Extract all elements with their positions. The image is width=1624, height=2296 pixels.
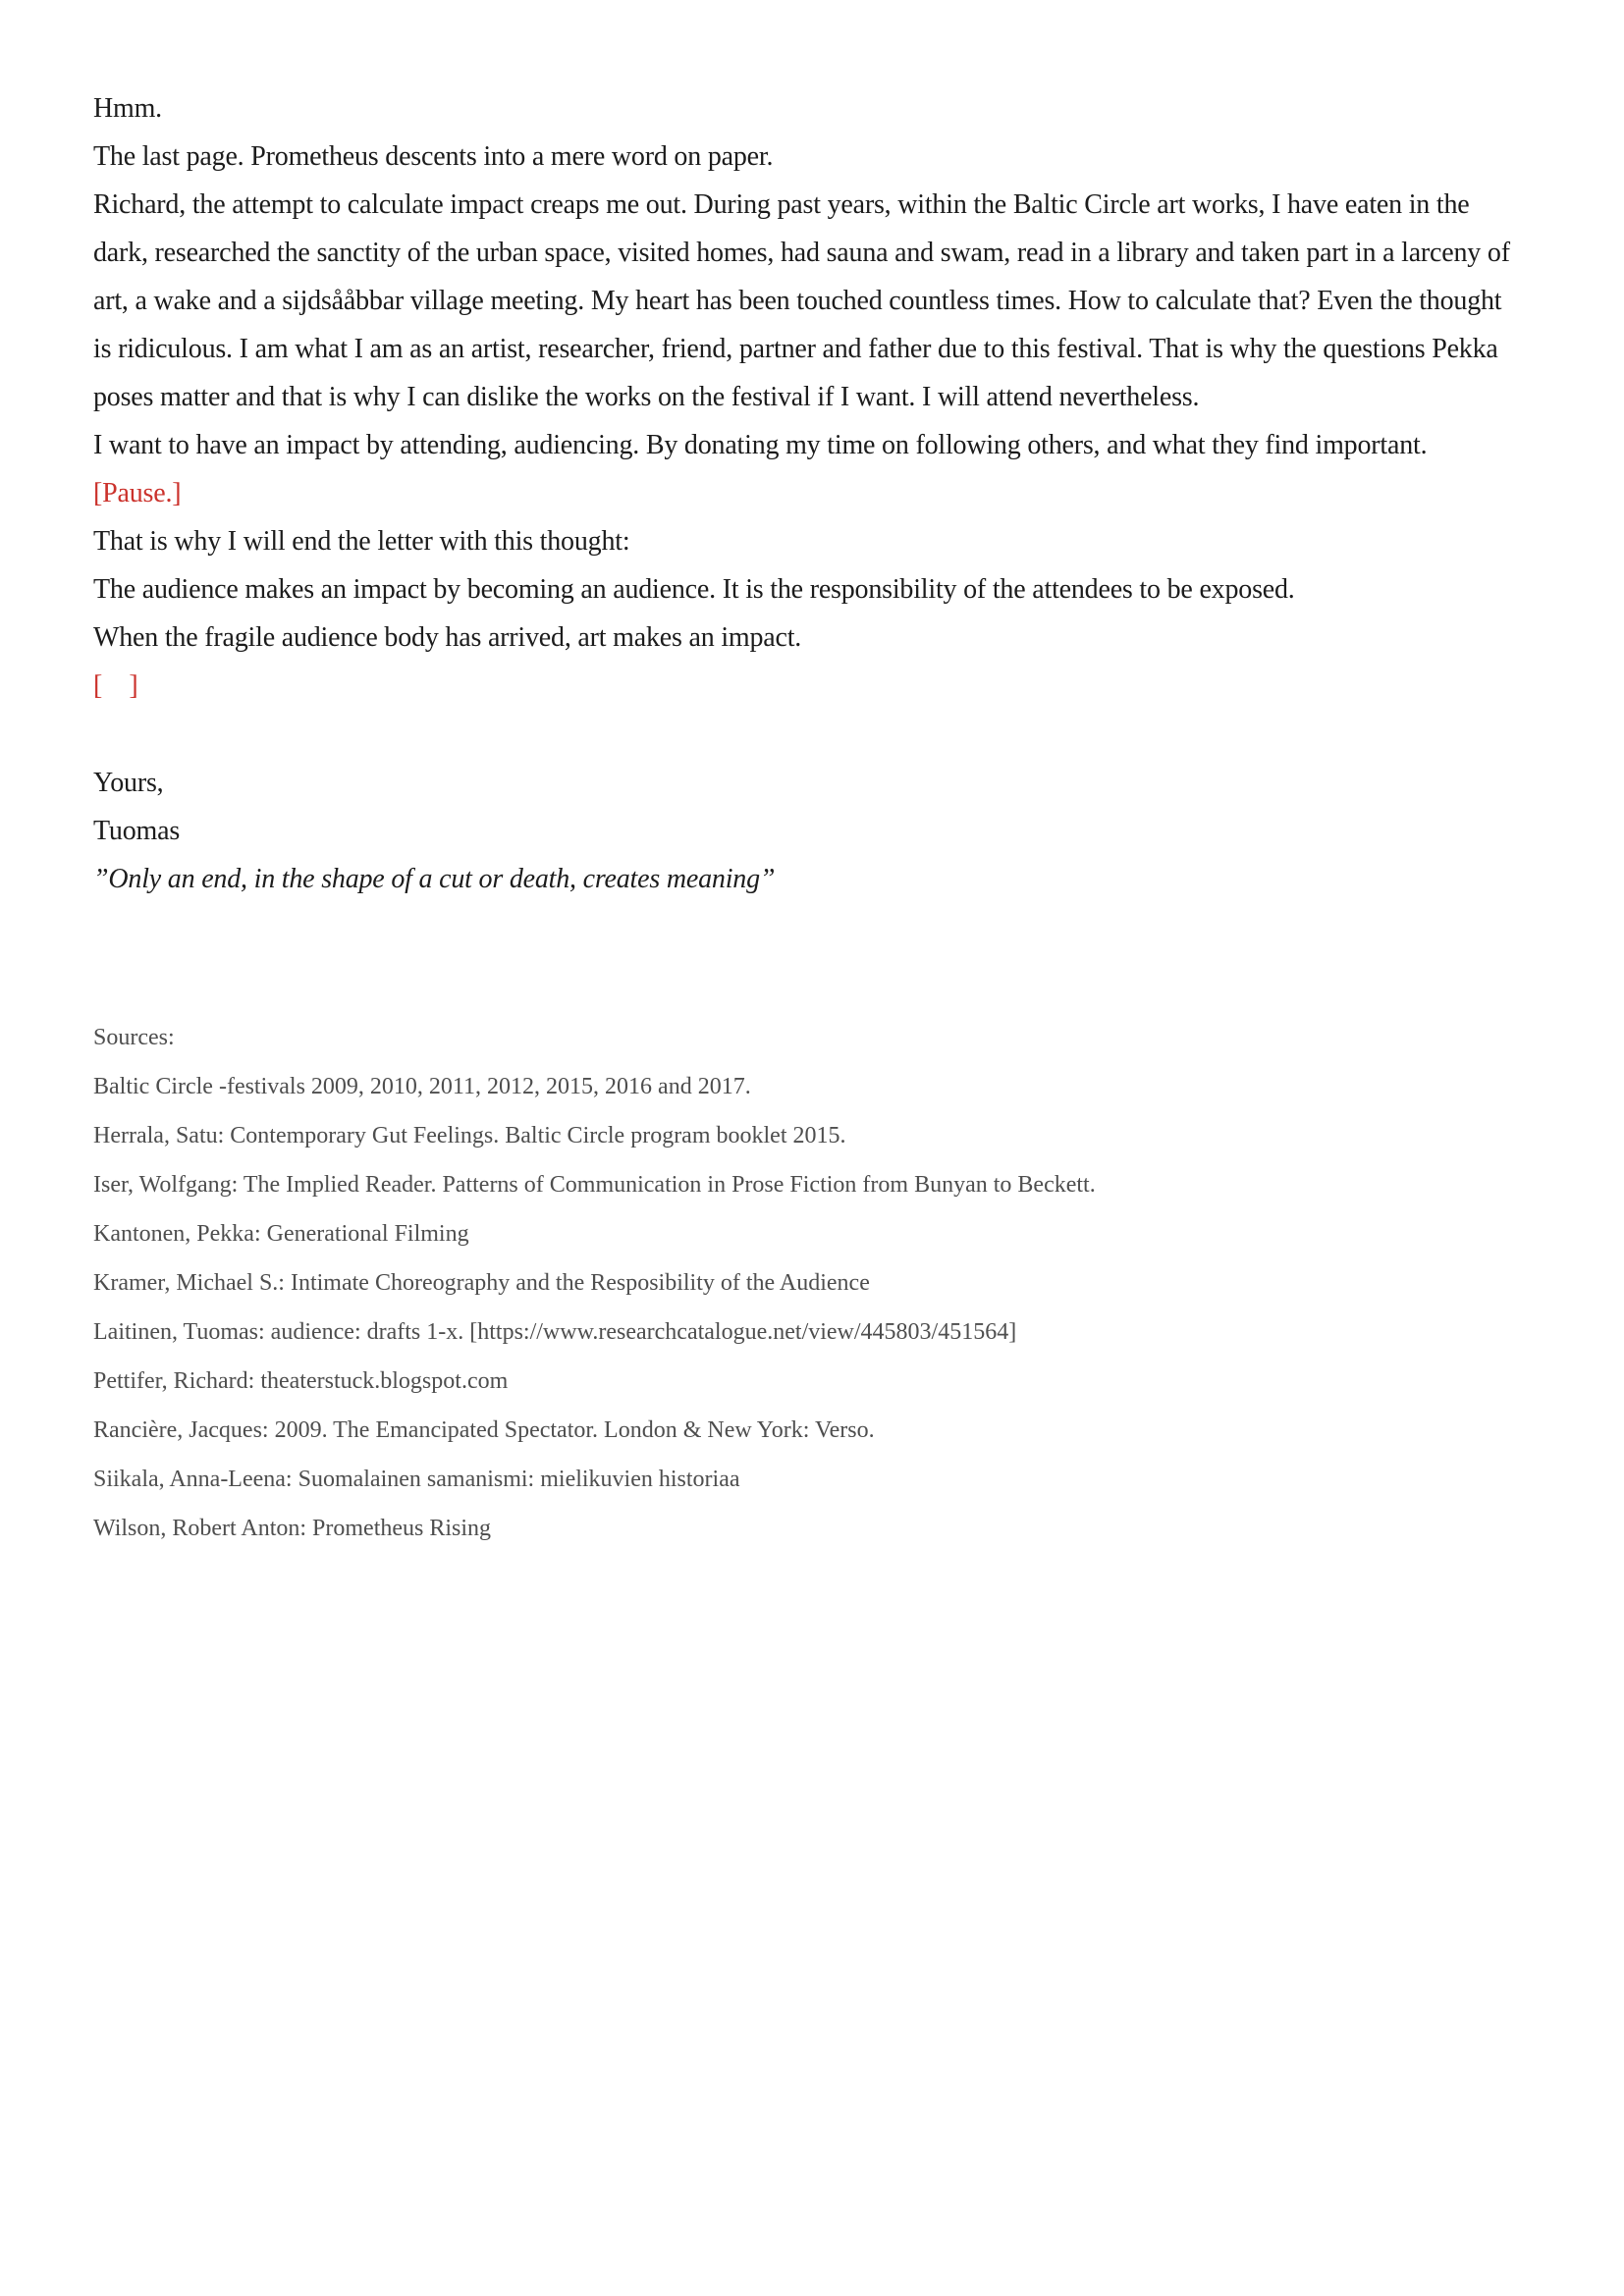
paragraph-impact: I want to have an impact by attending, audiencing. By donating my time on following others, and what they find important.	[93, 430, 1428, 460]
pause-marker: [Pause.]	[93, 478, 182, 508]
paragraph-audience: The audience makes an impact by becoming an audience. It is the responsibility of the attendees to be exposed.	[93, 574, 1295, 605]
paragraph-opening: Hmm.	[93, 93, 162, 124]
source-entry: Siikala, Anna-Leena: Suomalainen samanismi: mielikuvien historiaa	[93, 1467, 740, 1492]
paragraph-end-thought: That is why I will end the letter with this thought:	[93, 526, 630, 557]
source-entry: Kantonen, Pekka: Generational Filming	[93, 1221, 469, 1247]
source-entry: Laitinen, Tuomas: audience: drafts 1-x. [https://www.researchcatalogue.net/view/445803/451564]	[93, 1319, 1017, 1345]
source-entry: Kramer, Michael S.: Intimate Choreography and the Resposibility of the Audience	[93, 1270, 870, 1296]
paragraph-last-page: The last page. Prometheus descents into a mere word on paper.	[93, 141, 774, 172]
empty-brackets-marker: [ ]	[93, 670, 138, 701]
source-entry: Rancière, Jacques: 2009. The Emancipated Spectator. London & New York: Verso.	[93, 1417, 875, 1443]
sources-heading: Sources:	[93, 1025, 175, 1050]
paragraph-richard: Richard, the attempt to calculate impact creaps me out. During past years, within the Baltic Circle art works, I have eaten in the dark, researched the sanctity of the urban space, visited homes, had sauna and swam, read in a library and taken part in a larceny of art, a wake and a sijdsååbbar village meeting. My heart has been touched countless times. How to calculate that? Even the thought is ridiculous. I am what I am as an artist, researcher, friend, partner and father due to this festival. That is why the questions Pekka poses matter and that is why I can dislike the works on the festival if I want. I will attend nevertheless.	[93, 189, 1510, 412]
signature-closing: Yours,	[93, 768, 164, 798]
signature-quote: ”Only an end, in the shape of a cut or death, creates meaning”	[93, 864, 776, 894]
sources-block	[93, 1013, 1526, 1553]
source-entry: Pettifer, Richard: theaterstuck.blogspot.com	[93, 1368, 509, 1394]
signature-block	[93, 759, 1526, 903]
signature-name: Tuomas	[93, 816, 181, 846]
source-entry: Herrala, Satu: Contemporary Gut Feelings. Baltic Circle program booklet 2015.	[93, 1123, 846, 1148]
source-entry: Wilson, Robert Anton: Prometheus Rising	[93, 1516, 492, 1541]
paragraph-fragile: When the fragile audience body has arrived, art makes an impact.	[93, 622, 802, 653]
source-entry: Iser, Wolfgang: The Implied Reader. Patterns of Communication in Prose Fiction from Bunyan to Beckett.	[93, 1172, 1096, 1198]
source-entry: Baltic Circle -festivals 2009, 2010, 2011, 2012, 2015, 2016 and 2017.	[93, 1074, 751, 1099]
